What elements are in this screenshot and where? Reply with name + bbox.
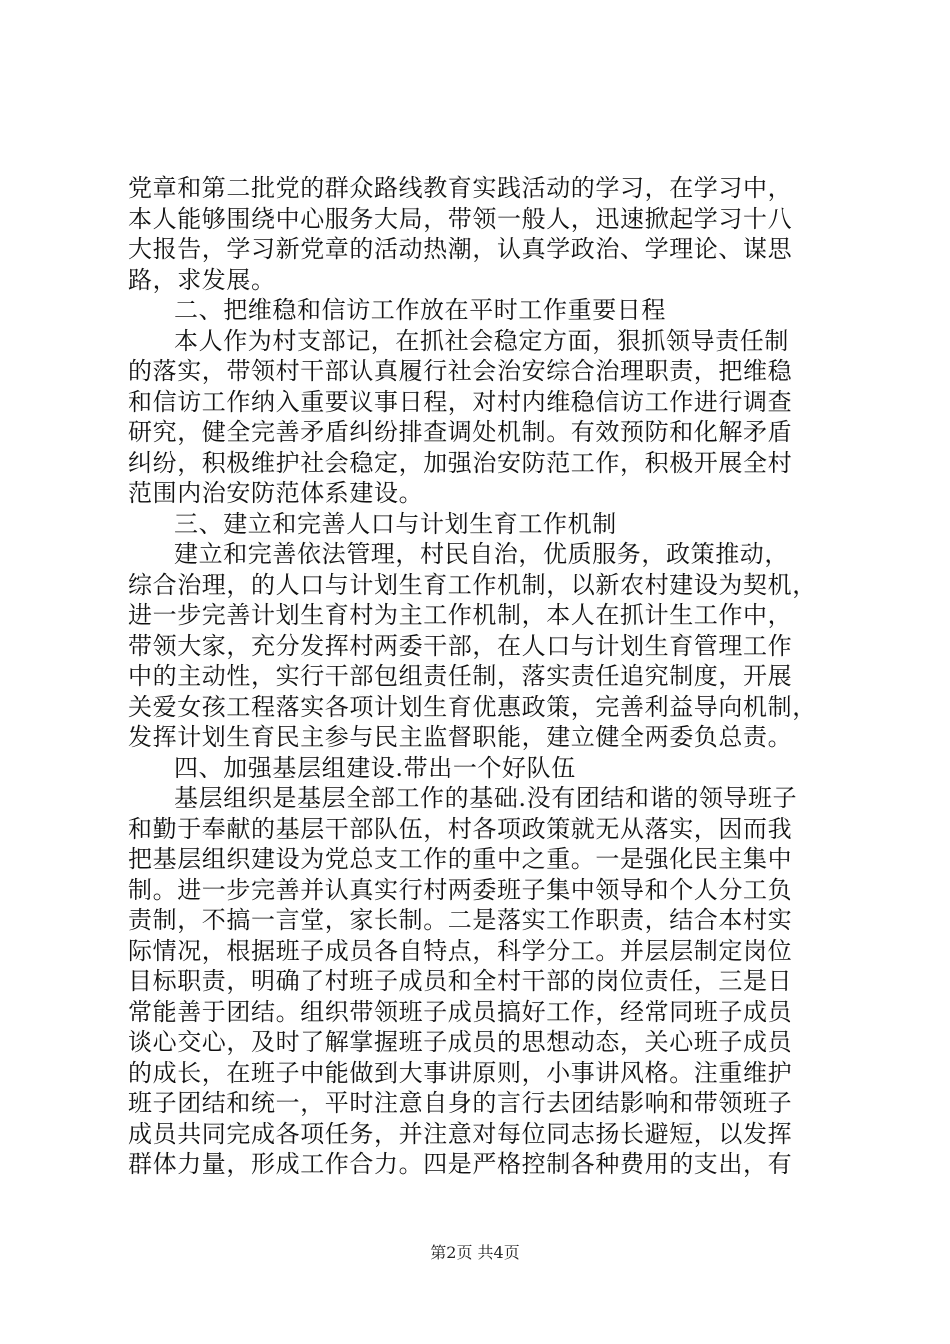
section-heading: 二、把维稳和信访工作放在平时工作重要日程 — [174, 296, 666, 324]
body-line: 的成长，在班子中能做到大事讲原则，小事讲风格。注重维护 — [128, 1058, 793, 1087]
body-line: 范围内治安防范体系建设。 — [128, 479, 424, 507]
body-line: 际情况，根据班子成员各自特点，科学分工。并层层制定岗位 — [128, 936, 793, 965]
body-line: 路，求发展。 — [128, 265, 276, 294]
body-line: 纠纷，积极维护社会稳定，加强治安防范工作，积极开展全村 — [128, 448, 793, 477]
body-line: 本人能够围绕中心服务大局，带领一般人，迅速掀起学习十八 — [128, 204, 793, 233]
body-line: 和信访工作纳入重要议事日程，对村内维稳信访工作进行调查 — [128, 387, 793, 416]
body-line: 建立和完善依法管理，村民自治，优质服务，政策推动， — [174, 540, 789, 568]
body-line: 综合治理，的人口与计划生育工作机制，以新农村建设为契机， — [128, 570, 817, 599]
body-line: 班子团结和统一，平时注意自身的言行去团结影响和带领班子 — [128, 1089, 793, 1117]
page-number-footer: 第2页 共4页 — [430, 1243, 520, 1262]
body-line: 群体力量，形成工作合力。四是严格控制各种费用的支出，有 — [128, 1150, 793, 1178]
body-line: 的落实，带领村干部认真履行社会治安综合治理职责，把维稳 — [128, 357, 793, 385]
body-line: 中的主动性，实行干部包组责任制，落实责任追究制度，开展 — [128, 662, 793, 690]
body-line: 责制，不搞一言堂，家长制。二是落实工作职责，结合本村实 — [128, 906, 793, 934]
body-line: 谈心交心，及时了解掌握班子成员的思想动态，关心班子成员 — [128, 1028, 793, 1056]
body-line: 大报告，学习新党章的活动热潮，认真学政治、学理论、谋思 — [128, 235, 793, 263]
body-line: 目标职责，明确了村班子成员和全村干部的岗位责任，三是日 — [128, 967, 793, 995]
body-line: 制。进一步完善并认真实行村两委班子集中领导和个人分工负 — [128, 875, 793, 904]
body-line: 关爱女孩工程落实各项计划生育优惠政策，完善利益导向机制， — [128, 692, 817, 721]
body-line: 发挥计划生育民主参与民主监督职能，建立健全两委负总责。 — [128, 723, 793, 751]
body-line: 基层组织是基层全部工作的基础.没有团结和谐的领导班子 — [174, 784, 798, 812]
section-heading: 四、加强基层组建设.带出一个好队伍 — [174, 753, 576, 782]
body-line: 和勤于奉献的基层干部队伍，村各项政策就无从落实，因而我 — [128, 814, 793, 843]
body-line: 党章和第二批党的群众路线教育实践活动的学习，在学习中， — [128, 174, 793, 202]
body-line: 本人作为村支部记，在抓社会稳定方面，狠抓领导责任制 — [174, 326, 789, 355]
section-heading: 三、建立和完善人口与计划生育工作机制 — [174, 509, 617, 538]
body-line: 进一步完善计划生育村为主工作机制，本人在抓计生工作中， — [128, 601, 793, 629]
body-line: 研究，健全完善矛盾纠纷排查调处机制。有效预防和化解矛盾 — [128, 418, 793, 446]
body-line: 把基层组织建设为党总支工作的重中之重。一是强化民主集中 — [128, 845, 793, 873]
body-line: 成员共同完成各项任务，并注意对每位同志扬长避短，以发挥 — [128, 1119, 793, 1148]
body-line: 带领大家，充分发挥村两委干部，在人口与计划生育管理工作 — [128, 631, 793, 660]
body-line: 常能善于团结。组织带领班子成员搞好工作，经常同班子成员 — [128, 997, 793, 1026]
document-body — [128, 173, 840, 1180]
